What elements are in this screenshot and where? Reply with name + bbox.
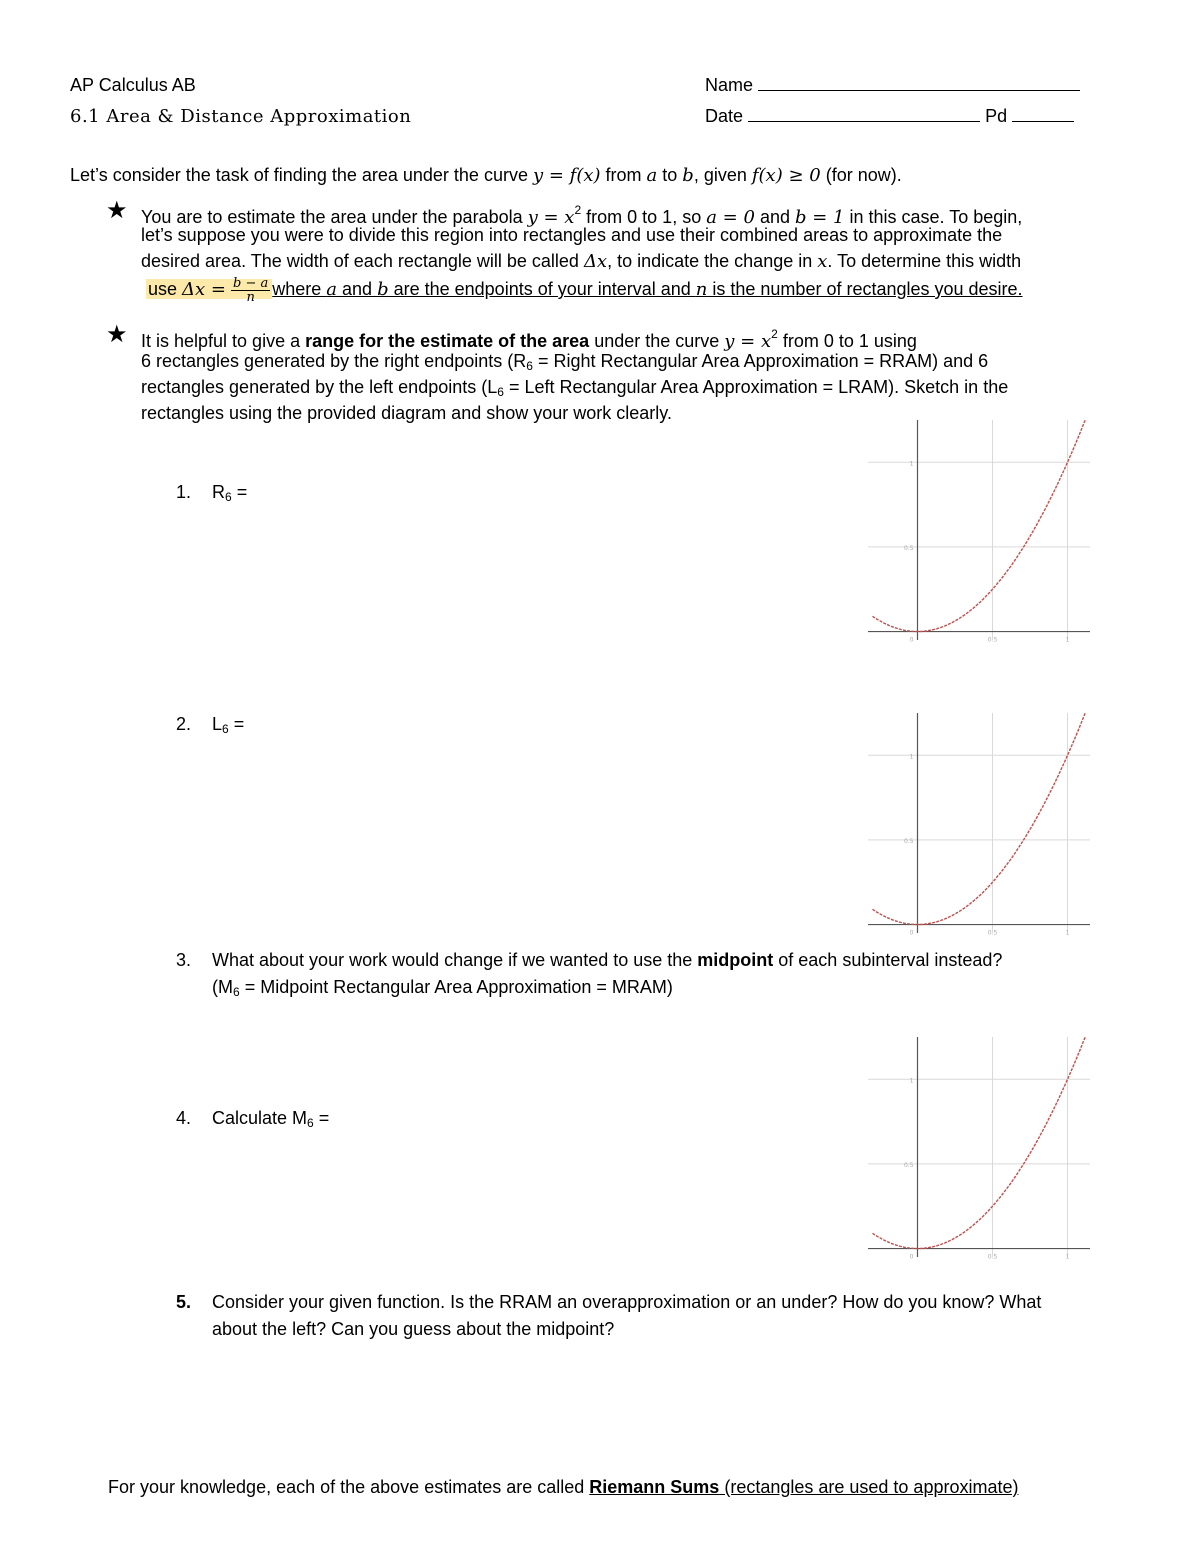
tick-label: 0.5 [903, 837, 914, 845]
tick-label: 0.5 [903, 1161, 914, 1169]
q1-label: $R_6$ = [212, 482, 248, 504]
bullet2-line1: It is helpful to give a range for the estimate of the area under the curve $y = x^2$ from 0 to 1 using [141, 327, 917, 352]
q5-line1: Consider your given function. Is the RRAM an overapproximation or an under? How do you know? What [212, 1292, 1042, 1312]
q3-number: 3. [176, 950, 192, 970]
tick-label: 0.5 [987, 1253, 998, 1261]
tick-label: 1 [909, 1077, 914, 1085]
tick-label: 1 [1065, 929, 1070, 937]
delta-x-formula: use Δx = $\frac{b - a}{n}$ [146, 279, 272, 299]
name-blank[interactable] [758, 76, 1080, 91]
pd-blank[interactable] [1012, 107, 1074, 122]
bullet1-line1: You are to estimate the area under the parabola $y = x^2$ from 0 to 1, so a = 0 and b = 1 in this case. To begin, [141, 203, 1023, 228]
tick-label: 0.5 [987, 636, 998, 644]
q3-line1: What about your work would change if we wanted to use the midpoint of each subinterval instead? [212, 950, 1003, 970]
intro-paragraph: Let’s consider the task of finding the area under the curve y = f(x) from a to b, given f(x) ≥ 0 (for now). [70, 165, 902, 186]
tick-label: 0 [909, 636, 914, 644]
bullet2-line3: rectangles generated by the left endpoints ($L_6$ = Left Rectangular Area Approximation = LRAM). Sketch in the [141, 377, 1009, 399]
q5-line2: about the left? Can you guess about the midpoint? [212, 1319, 615, 1339]
bullet2-line2: 6 rectangles generated by the right endpoints ($R_6$ = Right Rectangular Area Approximation = RRAM) and 6 [141, 351, 989, 373]
graph-l6[interactable] [868, 713, 1090, 937]
parabola-curve [873, 1036, 1086, 1248]
bullet1-line4: use Δx = $\frac{b - a}{n}$ where a and b are the endpoints of your interval and n is the number of rectangles you desire. [148, 275, 1023, 305]
tick-label: 0.5 [987, 929, 998, 937]
q2-number: 2. [176, 714, 192, 734]
section-title: 6.1 Area & Distance Approximation [70, 106, 412, 127]
parabola-curve [873, 419, 1086, 631]
q4-number: 4. [176, 1108, 192, 1128]
q5-number: 5. [176, 1292, 192, 1312]
tick-label: 0.5 [903, 544, 914, 552]
tick-label: 1 [1065, 1253, 1070, 1261]
bullet1-line3: desired area. The width of each rectangle will be called Δx, to indicate the change in x. To determine this width [141, 251, 1022, 272]
graph-m6[interactable] [868, 1037, 1090, 1261]
date-blank[interactable] [748, 107, 980, 122]
parabola-curve [873, 712, 1086, 924]
name-field[interactable] [705, 75, 1080, 96]
date-label: Date [705, 106, 744, 126]
bullet2-line4: rectangles using the provided diagram and show your work clearly. [141, 403, 672, 423]
name-label: Name [705, 75, 754, 95]
tick-label: 1 [909, 460, 914, 468]
star-bullet-icon: ★ [106, 321, 128, 348]
course-title: AP Calculus AB [70, 75, 196, 95]
q1-number: 1. [176, 482, 192, 502]
tick-label: 1 [909, 753, 914, 761]
tick-label: 0 [909, 1253, 914, 1261]
date-field[interactable] [705, 106, 1074, 127]
footer-note: For your knowledge, each of the above estimates are called Riemann Sums (rectangles are used to approximate) [108, 1477, 1019, 1497]
bullet1-line2: let’s suppose you were to divide this region into rectangles and use their combined areas to approximate the [141, 225, 1003, 245]
tick-label: 0 [909, 929, 914, 937]
tick-label: 1 [1065, 636, 1070, 644]
pd-label: Pd [985, 106, 1008, 126]
graph-r6[interactable] [868, 420, 1090, 644]
q3-line2: ($M_6$ = Midpoint Rectangular Area Approximation = MRAM) [212, 977, 673, 999]
q2-label: $L_6$ = [212, 714, 245, 736]
q4-label: Calculate $M_6$ = [212, 1108, 330, 1130]
star-bullet-icon: ★ [106, 197, 128, 224]
